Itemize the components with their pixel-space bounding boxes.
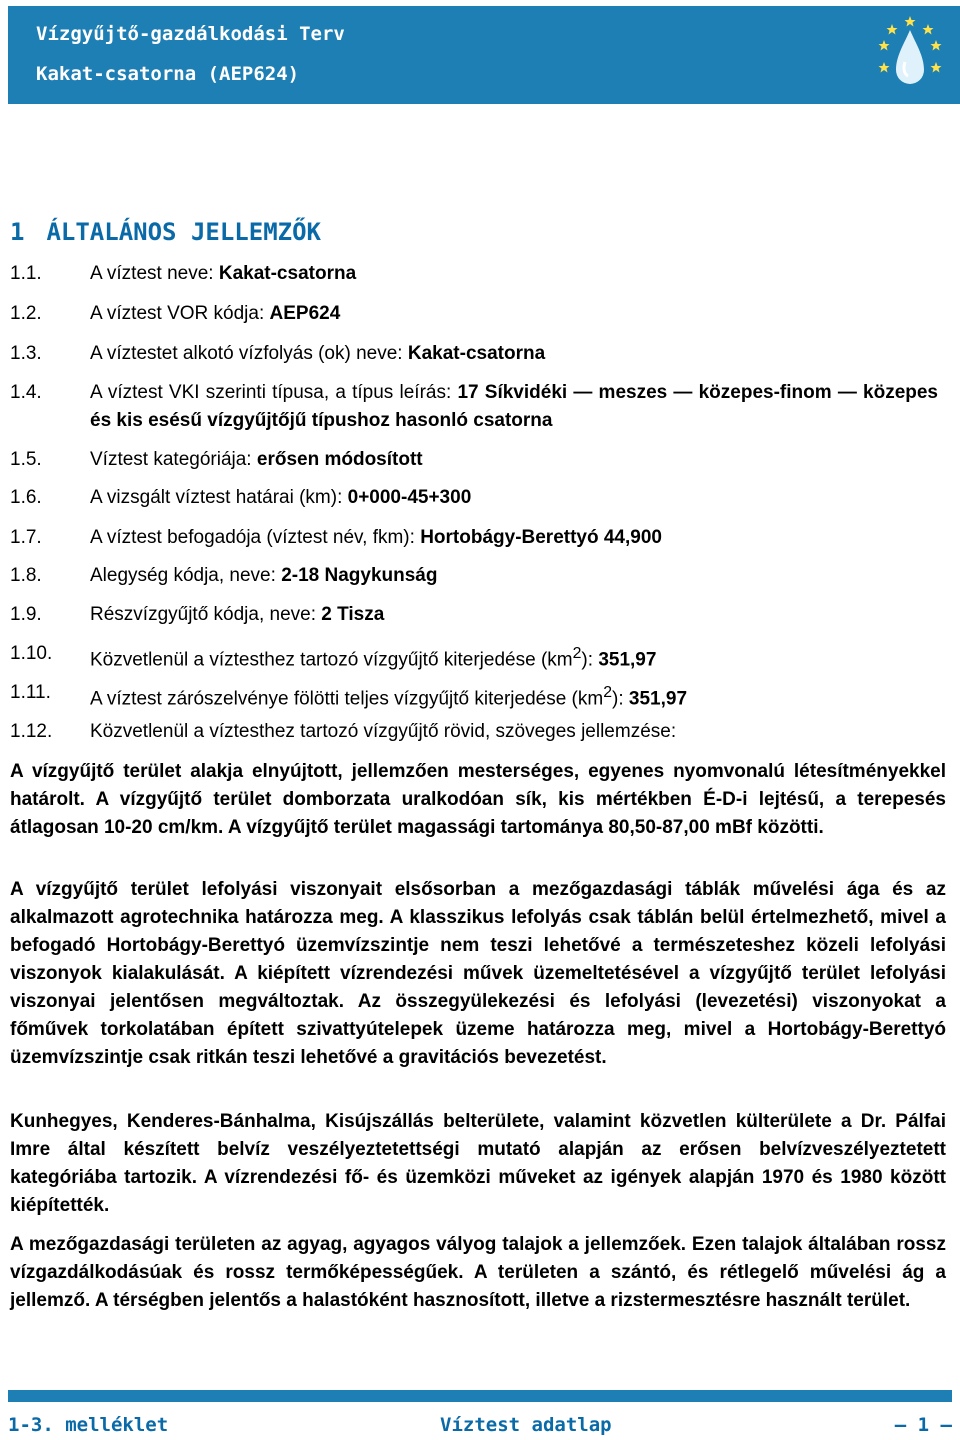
section-number: 1	[10, 218, 25, 246]
header-subtitle: Kakat-csatorna (AEP624)	[36, 63, 300, 85]
item-label: A víztestet alkotó vízfolyás (ok) neve:	[90, 343, 403, 364]
footer-divider	[8, 1390, 952, 1402]
item-value: 351,97	[628, 688, 688, 710]
item-value: 0+000-45+300	[347, 487, 472, 508]
description-paragraph-2: A vízgyűjtő terület lefolyási viszonyait elsősorban a mezőgazdasági táblák művelési ága és az alkalmazott agrotechnika határozza meg. A klasszikus lefolyás csak táblán belül értelmezhető, mivel a befogadó Hortobágy-Berettyó üzemvízszintje nem teszi lehetővé a természeteshez közeli lefolyási viszonyok kialakulását. A kiépített vízrendezési művek üzemeltetésével a vízgyűjtő terület lefolyási viszonyai jelentősen megváltoztak. Az összegyülekezési és lefolyási (levezetési) viszonyokat a főművek torkolatában épített szivattyútelepek üzeme határozza meg, mivel a Hortobágy-Berettyó üzemvízszintje csak ritkán teszi lehetővé a gravitációs bevezetést.	[10, 879, 946, 1068]
item-value: AEP624	[269, 303, 341, 324]
item-value: 351,97	[598, 649, 657, 671]
item-label: Részvízgyűjtő kódja, neve:	[90, 604, 317, 625]
superscript: 2	[603, 684, 613, 701]
item-label: Víztest kategóriája:	[90, 449, 252, 470]
description-paragraph-4: A mezőgazdasági területen az agyag, agyagos vályog talajok a jellemzőek. Ezen talajok általában rossz vízgazdálkodásúak és rossz termőképességűek. A területen a szántó, és rétlegelő művelési ág a jellemző. A térségben jelentős a halastóként hasznosított, illetve a rizstermesztésre használt terület.	[10, 1234, 946, 1311]
item-value: erősen módosított	[256, 449, 423, 470]
item-number: 1.8.	[10, 565, 42, 586]
item-value: 17 Síkvidéki — meszes — közepes-finom — közepes és kis esésű vízgyűjtőjű típushoz hasonló csatorna	[90, 382, 938, 431]
item-number: 1.7.	[10, 527, 42, 548]
item-value: Kakat-csatorna	[218, 263, 357, 284]
superscript: 2	[572, 645, 582, 662]
item-label-end: ):	[581, 649, 594, 671]
footer-annex-label: 1-3. melléklet	[8, 1414, 169, 1436]
item-number: 1.4.	[10, 382, 42, 403]
item-value: Kakat-csatorna	[407, 343, 546, 364]
section-title: ÁLTALÁNOS JELLEMZŐK	[46, 218, 321, 246]
header-title: Vízgyűjtő-gazdálkodási Terv	[36, 23, 345, 45]
item-label: A víztest VKI szerinti típusa, a típus leírás:	[90, 382, 452, 403]
item-number: 1.3.	[10, 343, 42, 364]
item-number: 1.11.	[10, 682, 51, 703]
section-heading	[10, 218, 321, 246]
item-label: A víztest neve:	[90, 263, 214, 284]
item-label: Közvetlenül a víztesthez tartozó vízgyűjtő kiterjedése (km	[90, 649, 573, 671]
item-number: 1.9.	[10, 604, 42, 625]
item-label: Közvetlenül a víztesthez tartozó vízgyűjtő rövid, szöveges jellemzése:	[90, 721, 677, 742]
description-paragraph-3: Kunhegyes, Kenderes-Bánhalma, Kisújszállás belterülete, valamint közvetlen külterülete a Dr. Pálfai Imre által készített belvíz veszélyeztetettségi mutató alapján az erősen belvízveszélyeztetett kategóriába tartozik. A vízrendezési fő- és üzemközi műveket az igények alapján 1970 és 1980 között kiépítették.	[10, 1111, 946, 1216]
item-label: A vizsgált víztest határai (km):	[90, 487, 343, 508]
item-label: A víztest befogadója (víztest név, fkm):	[90, 527, 415, 548]
item-number: 1.5.	[10, 449, 42, 470]
item-label-end: ):	[612, 688, 624, 710]
footer-doc-title: Víztest adatlap	[440, 1414, 612, 1436]
item-value: Hortobágy-Berettyó 44,900	[420, 527, 662, 548]
description-paragraph-1: A vízgyűjtő terület alakja elnyújtott, jellemzően mesterséges, egyenes nyomvonalú létesítményekkel határolt. A vízgyűjtő terület domborzata uralkodóan sík, kis mértékben É-D-i lejtésű, a terepesés átlagosan 10-20 cm/km. A vízgyűjtő terület magassági tartománya 80,50-87,00 mBf közötti.	[10, 761, 946, 838]
item-number: 1.12.	[10, 721, 53, 742]
item-number: 1.10.	[10, 643, 53, 664]
item-number: 1.2.	[10, 303, 42, 324]
item-number: 1.6.	[10, 487, 42, 508]
item-label: A víztest zárószelvénye fölötti teljes vízgyűjtő kiterjedése (km	[90, 688, 604, 710]
page-header	[8, 6, 960, 104]
water-drop-stars-logo-icon	[870, 10, 950, 100]
item-value: 2 Tisza	[321, 604, 385, 625]
item-number: 1.1.	[10, 263, 42, 284]
page-number: — 1 —	[894, 1414, 952, 1436]
item-label: A víztest VOR kódja:	[90, 303, 265, 324]
item-label: Alegység kódja, neve:	[90, 565, 276, 586]
item-value: 2-18 Nagykunság	[281, 565, 438, 586]
